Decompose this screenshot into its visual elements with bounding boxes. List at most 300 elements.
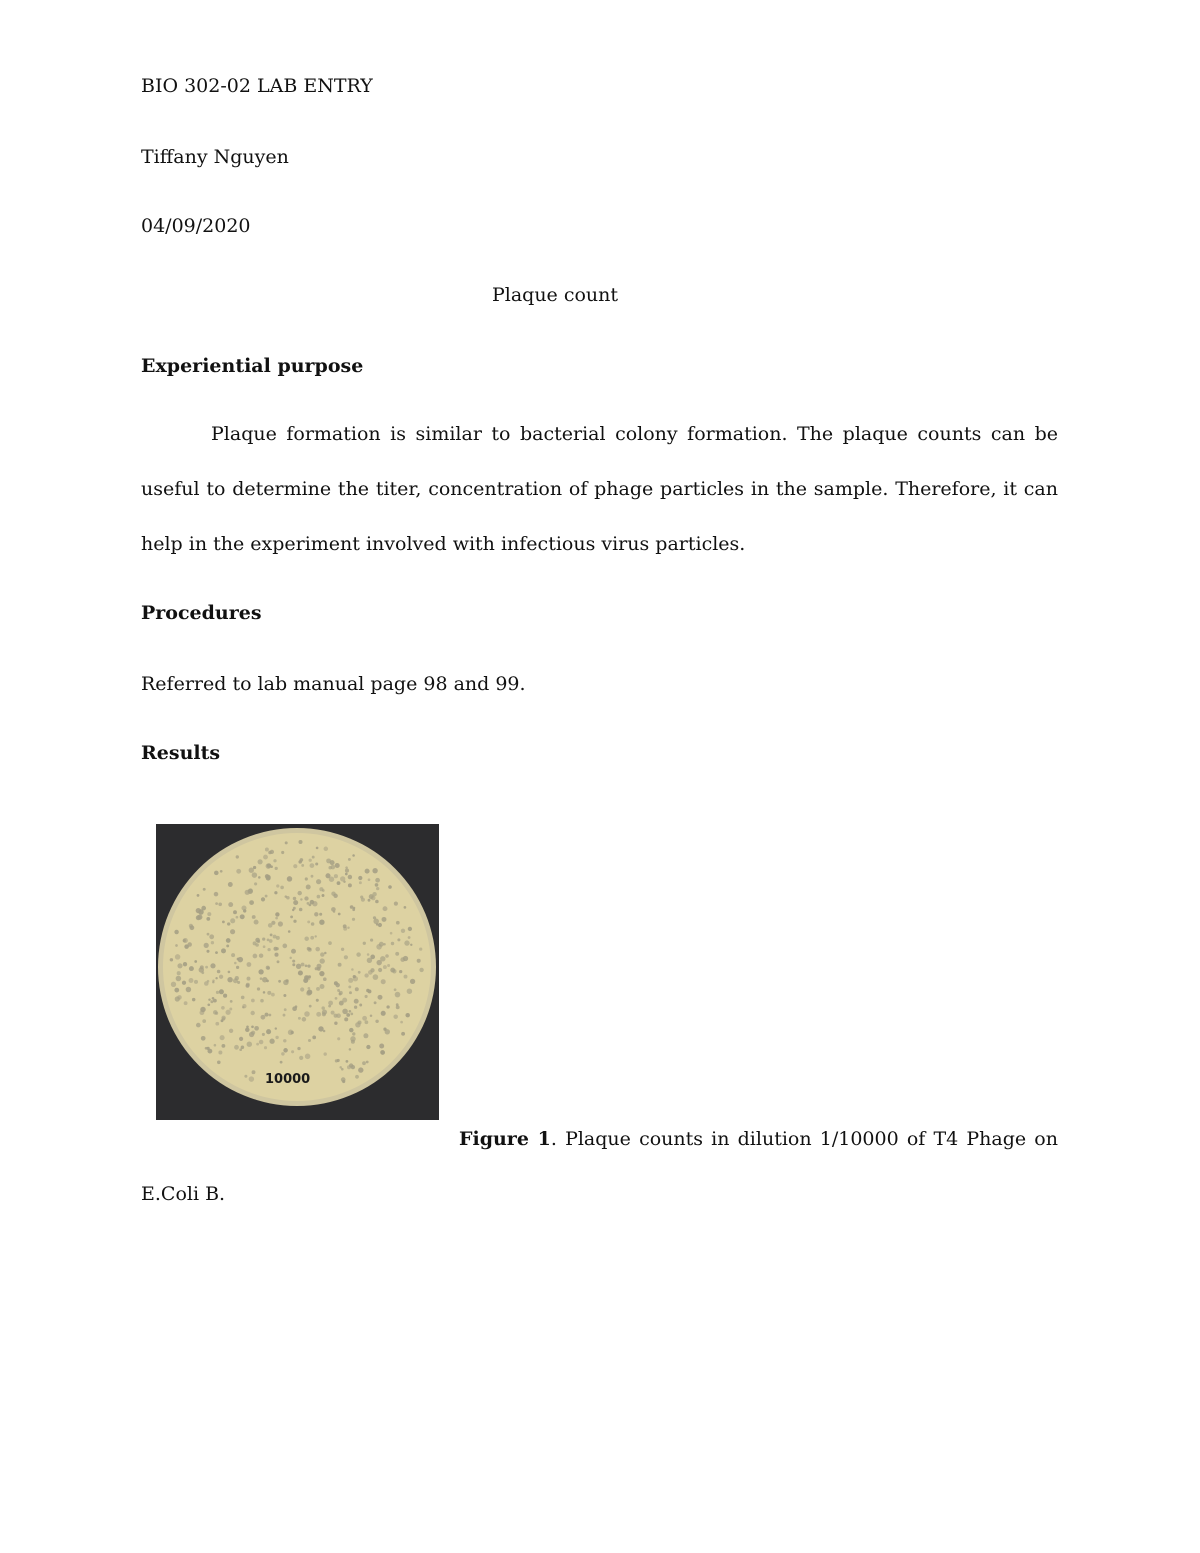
plaque-spot: [266, 966, 270, 970]
plaque-spot: [218, 1051, 222, 1055]
purpose-heading: Experiential purpose: [141, 355, 364, 377]
plaque-spot: [337, 989, 340, 992]
plaque-spot: [303, 978, 308, 983]
plaque-spot: [410, 979, 415, 984]
plaque-spot: [215, 902, 218, 905]
plaque-spot: [365, 1020, 369, 1024]
plaque-spot: [316, 847, 319, 850]
plaque-spot: [175, 954, 181, 960]
plaque-spot: [367, 953, 370, 956]
plaque-spot: [350, 905, 354, 909]
plaque-spot: [305, 964, 308, 967]
plaque-spot: [319, 887, 323, 891]
plaque-spot: [270, 850, 274, 854]
plaque-spot: [362, 1061, 366, 1065]
plaque-spot: [342, 1009, 348, 1015]
plaque-spot: [368, 899, 371, 902]
plaque-spot: [280, 1061, 283, 1064]
plaque-spot: [301, 963, 305, 967]
plaque-spot: [349, 1048, 352, 1051]
plaque-spot: [289, 957, 291, 959]
plaque-spot: [383, 906, 388, 911]
plaque-spot: [369, 894, 374, 899]
plaque-spot: [194, 980, 198, 984]
plaque-spot: [260, 999, 264, 1003]
plaque-spot: [249, 868, 254, 873]
plaque-spot: [209, 934, 214, 939]
plaque-spot: [262, 1033, 265, 1036]
plaque-spot: [348, 978, 353, 983]
plaque-spot: [229, 1029, 233, 1033]
plaque-spot: [323, 977, 327, 981]
plaque-spot: [400, 957, 405, 962]
plaque-spot: [334, 874, 338, 878]
plaque-spot: [197, 894, 200, 897]
plaque-spot: [189, 966, 194, 971]
plaque-spot: [229, 1008, 232, 1011]
plaque-spot: [304, 896, 308, 900]
plaque-spot: [246, 984, 250, 988]
plaque-spot: [282, 944, 287, 949]
plaque-spot: [345, 873, 348, 876]
plaque-spot: [261, 897, 265, 901]
plaque-spot: [263, 945, 266, 948]
plaque-spot: [316, 1012, 321, 1017]
plaque-spot: [280, 886, 284, 890]
plaque-spot: [310, 936, 314, 940]
plaque-spot: [306, 885, 311, 890]
plaque-spot: [281, 851, 284, 854]
results-heading: Results: [141, 742, 221, 764]
plaque-spot: [338, 963, 342, 967]
plaque-spot: [387, 964, 390, 967]
plaque-spot: [375, 878, 380, 883]
plaque-spot: [199, 1010, 204, 1015]
plaque-spot: [300, 898, 302, 900]
plaque-spot: [283, 1039, 286, 1042]
plaque-spot: [339, 992, 342, 995]
plaque-spot: [307, 920, 310, 923]
plaque-spot: [324, 847, 329, 852]
plaque-spot: [283, 980, 289, 986]
plaque-spot: [220, 1035, 225, 1040]
plaque-spot: [263, 855, 268, 860]
plaque-spot: [410, 944, 412, 946]
plaque-spot: [318, 1026, 323, 1031]
plaque-spot: [309, 859, 312, 862]
plaque-spot: [338, 913, 341, 916]
plaque-spot: [382, 917, 387, 922]
plaque-spot: [268, 923, 273, 928]
plaque-spot: [230, 929, 235, 934]
plaque-spot: [324, 952, 327, 955]
plaque-spot: [277, 960, 280, 963]
plaque-spot: [184, 944, 189, 949]
plaque-spot: [358, 876, 362, 880]
plaque-spot: [362, 1016, 367, 1021]
petri-dish-illustration: [156, 824, 439, 1120]
plaque-spot: [301, 864, 304, 867]
plaque-spot: [283, 1048, 288, 1053]
plaque-spot: [215, 1012, 218, 1015]
plaque-spot: [266, 980, 269, 983]
plaque-spot: [363, 942, 366, 945]
plaque-spot: [236, 855, 239, 858]
plaque-spot: [316, 879, 321, 884]
plaque-spot: [204, 943, 209, 948]
plaque-spot: [404, 975, 408, 979]
plaque-spot: [258, 876, 261, 879]
plaque-spot: [388, 885, 392, 889]
plaque-spot: [374, 1001, 377, 1004]
plaque-spot: [320, 958, 325, 963]
plaque-spot: [319, 913, 322, 916]
plaque-spot: [189, 978, 194, 983]
plaque-spot: [316, 987, 320, 991]
plaque-spot: [306, 991, 311, 996]
plaque-spot: [352, 908, 355, 911]
plaque-spot: [226, 938, 231, 943]
plaque-spot: [281, 1052, 284, 1055]
plaque-spot: [203, 888, 206, 891]
plaque-spot: [298, 840, 302, 844]
plaque-spot: [207, 933, 210, 936]
plaque-spot: [223, 994, 227, 998]
plaque-spot: [227, 977, 232, 982]
plaque-spot: [319, 971, 324, 976]
plaque-spot: [341, 1068, 344, 1071]
plaque-spot: [275, 917, 278, 920]
plaque-spot: [284, 1008, 287, 1011]
plaque-spot: [271, 993, 275, 997]
plaque-spot: [347, 926, 349, 928]
plaque-spot: [358, 1067, 363, 1072]
plaque-spot: [270, 865, 273, 868]
plaque-spot: [287, 876, 292, 881]
plaque-spot: [352, 918, 355, 921]
plaque-spot: [305, 1054, 311, 1060]
plaque-spot: [254, 882, 257, 885]
plaque-spot: [307, 947, 311, 951]
plaque-spot: [228, 882, 233, 887]
plaque-spot: [249, 900, 254, 905]
plaque-spot: [309, 1005, 312, 1008]
plaque-spot: [302, 1017, 307, 1022]
plaque-spot: [372, 868, 377, 873]
plaque-spot: [339, 1001, 344, 1006]
plaque-spot: [194, 960, 197, 963]
plaque-spot: [419, 947, 422, 950]
plaque-spot: [299, 908, 303, 912]
plaque-spot: [308, 1039, 311, 1042]
plaque-spot: [239, 1037, 243, 1041]
plaque-spot: [215, 1022, 219, 1026]
plaque-spot: [292, 909, 294, 911]
plaque-spot: [217, 970, 221, 974]
plaque-spot: [253, 954, 258, 959]
plaque-spot: [291, 949, 296, 954]
plaque-spot: [347, 1065, 351, 1069]
plaque-spot: [266, 863, 271, 868]
plaque-spot: [288, 1030, 294, 1036]
plaque-spot: [265, 895, 268, 898]
plaque-spot: [351, 968, 354, 971]
plaque-spot: [225, 1010, 230, 1015]
plaque-spot: [408, 936, 411, 939]
plaque-spot: [326, 858, 331, 863]
plaque-spot: [343, 924, 347, 928]
plaque-spot: [366, 1045, 370, 1049]
plaque-spot: [202, 1019, 206, 1023]
plaque-spot: [295, 1005, 298, 1008]
procedures-text: Referred to lab manual page 98 and 99.: [141, 673, 526, 695]
plaque-spot: [419, 968, 423, 972]
plaque-spot: [228, 902, 233, 907]
plaque-spot: [247, 962, 252, 967]
plaque-spot: [221, 948, 226, 953]
plaque-spot: [275, 1027, 277, 1029]
plaque-spot: [365, 995, 368, 998]
plaque-spot: [293, 920, 296, 923]
plaque-spot: [238, 957, 244, 963]
plaque-spot: [348, 858, 351, 861]
plaque-spot: [373, 919, 379, 925]
plaque-spot: [227, 922, 230, 925]
plaque-spot: [269, 1014, 272, 1017]
plaque-spot: [240, 914, 245, 919]
plaque-spot: [267, 939, 270, 942]
plaque-spot: [380, 956, 385, 961]
plaque-spot: [241, 996, 245, 1000]
plaque-spot: [210, 1000, 213, 1003]
plaque-spot: [234, 962, 237, 965]
plaque-spot: [350, 1013, 353, 1016]
plaque-spot: [386, 1005, 389, 1008]
plaque-spot: [251, 1011, 255, 1015]
plaque-spot: [319, 920, 324, 925]
plaque-spot: [390, 932, 393, 935]
plaque-spot: [236, 966, 239, 969]
plaque-spot: [276, 884, 279, 887]
plaque-spot: [215, 951, 218, 954]
plaque-spot: [220, 870, 223, 873]
plaque-spot: [378, 995, 383, 1000]
plaque-spot: [348, 985, 351, 988]
plaque-spot: [324, 1052, 327, 1055]
plaque-spot: [381, 1011, 386, 1016]
plaque-spot: [207, 980, 210, 983]
plaque-spot: [393, 1014, 398, 1019]
plaque-spot: [206, 1047, 209, 1050]
plaque-spot: [252, 1070, 256, 1074]
plaque-spot: [395, 952, 399, 956]
plaque-spot: [251, 1025, 254, 1028]
plaque-spot: [222, 921, 225, 924]
plaque-spot: [300, 987, 304, 991]
plaque-spot: [375, 883, 379, 887]
plaque-spot: [328, 1001, 333, 1006]
author-name: Tiffany Nguyen: [141, 146, 289, 168]
plaque-spot: [392, 969, 396, 973]
plaque-spot: [379, 942, 384, 947]
plaque-spot: [246, 1026, 249, 1029]
plaque-spot: [333, 910, 335, 912]
plaque-spot: [266, 876, 271, 881]
plaque-spot: [175, 944, 178, 947]
plaque-spot: [335, 997, 338, 1000]
plaque-spot: [321, 1006, 324, 1009]
plaque-spot: [183, 939, 186, 942]
plaque-spot: [300, 858, 304, 862]
plaque-spot: [221, 1006, 225, 1010]
plaque-spot: [241, 905, 246, 910]
plaque-spot: [348, 883, 352, 887]
plaque-spot: [335, 1059, 338, 1062]
plaque-spot: [319, 984, 324, 989]
plaque-spot: [217, 1061, 221, 1065]
plaque-spot: [325, 873, 330, 878]
plaque-spot: [354, 999, 359, 1004]
plaque-spot: [299, 1056, 303, 1060]
plaque-spot: [293, 897, 296, 900]
plaque-spot: [375, 1020, 378, 1023]
plaque-spot: [249, 1076, 254, 1081]
plaque-spot: [375, 900, 379, 904]
plaque-spot: [244, 1075, 247, 1078]
plaque-spot: [174, 988, 179, 993]
plaque-spot: [283, 1014, 286, 1017]
plaque-spot: [275, 912, 279, 916]
plaque-spot: [265, 1013, 269, 1017]
plaque-spot: [221, 1019, 224, 1022]
plaque-spot: [395, 992, 401, 998]
plaque-spot: [267, 991, 271, 995]
plaque-spot: [251, 999, 255, 1003]
plaque-spot: [259, 953, 263, 957]
plaque-spot: [237, 981, 240, 984]
document-title: Plaque count: [491, 284, 619, 306]
plaque-spot: [370, 939, 373, 942]
plaque-spot: [275, 1036, 278, 1039]
plaque-spot: [311, 875, 314, 878]
plaque-spot: [385, 1029, 390, 1034]
plaque-spot: [207, 912, 211, 916]
plaque-spot: [358, 971, 361, 974]
plaque-spot: [400, 1021, 403, 1024]
plaque-spot: [192, 998, 195, 1001]
plaque-spot: [345, 869, 349, 873]
plaque-spot: [211, 941, 214, 944]
figure-caption-label: Figure 1: [459, 1128, 551, 1150]
plaque-spot: [285, 841, 288, 844]
plaque-spot: [242, 1004, 246, 1008]
plaque-spot: [274, 953, 278, 957]
plaque-spot: [307, 902, 310, 905]
plaque-spot: [214, 871, 219, 876]
plaque-spot: [201, 1036, 206, 1041]
plaque-spot: [222, 1044, 226, 1048]
plaque-spot: [366, 989, 370, 993]
plaque-spot: [247, 1041, 252, 1046]
plaque-spot: [226, 944, 229, 947]
plaque-spot: [257, 987, 260, 990]
plaque-spot: [359, 881, 362, 884]
plaque-spot: [310, 863, 315, 868]
purpose-paragraph: Plaque formation is similar to bacterial colony formation. The plaque counts can be useful to determine the titer, concentration of phage particles in the sample. Therefore, it can help in the experiment involved with infectious virus particles.: [141, 423, 1058, 555]
plaque-spot: [215, 977, 217, 979]
plaque-spot: [396, 1003, 399, 1006]
plaque-spot: [381, 979, 386, 984]
plaque-spot: [316, 999, 319, 1002]
plaque-spot: [196, 915, 201, 920]
plaque-spot: [292, 963, 295, 966]
plaque-spot: [399, 970, 402, 973]
plaque-spot: [205, 966, 208, 969]
plaque-spot: [177, 963, 182, 968]
plaque-spot: [394, 902, 398, 906]
plaque-spot: [322, 1010, 327, 1015]
plaque-spot: [218, 902, 222, 906]
plaque-spot: [184, 1001, 188, 1005]
plaque-spot: [334, 981, 338, 985]
plaque-spot: [394, 988, 397, 991]
plaque-spot: [368, 878, 371, 881]
plaque-spot: [383, 965, 387, 969]
plaque-spot: [378, 968, 382, 972]
plaque-spot: [335, 863, 340, 868]
plaque-spot: [206, 917, 210, 921]
plaque-spot: [261, 1015, 266, 1020]
plaque-spot: [288, 930, 291, 933]
plaque-spot: [213, 999, 217, 1003]
plaque-spot: [334, 1014, 338, 1018]
plaque-spot: [207, 1003, 210, 1006]
plaque-spot: [353, 976, 358, 981]
plaque-spot: [170, 958, 173, 961]
plaque-spot: [298, 970, 303, 975]
plaque-spot: [177, 995, 182, 1000]
plaque-spot: [273, 859, 276, 862]
plaque-spot: [177, 971, 181, 975]
plaque-spot: [236, 869, 241, 874]
plaque-spot: [380, 1050, 384, 1054]
plaque-spot: [354, 1006, 357, 1009]
plaque-spot: [201, 906, 206, 911]
plaque-spot: [200, 965, 204, 969]
plaque-spot: [405, 1013, 409, 1017]
plaque-spot: [296, 964, 301, 969]
plaque-spot: [305, 877, 308, 880]
plaque-spot: [312, 901, 317, 906]
course-heading: BIO 302-02 LAB ENTRY: [141, 75, 373, 97]
procedures-heading: Procedures: [141, 602, 262, 624]
plaque-spot: [245, 1028, 250, 1033]
plaque-spot: [267, 948, 270, 951]
plaque-spot: [349, 1010, 352, 1013]
plaque-spot: [216, 991, 219, 994]
plaque-spot: [312, 856, 315, 859]
plaque-spot: [344, 955, 348, 959]
plaque-spot: [293, 900, 298, 905]
plaque-spot: [257, 940, 260, 943]
plaque-spot: [219, 975, 223, 979]
plaque-spot: [304, 936, 309, 941]
plaque-spot: [385, 954, 389, 958]
plaque-spot: [269, 939, 273, 943]
plaque-spot: [378, 923, 382, 927]
plaque-spot: [337, 881, 341, 885]
plaque-spot: [292, 960, 295, 963]
